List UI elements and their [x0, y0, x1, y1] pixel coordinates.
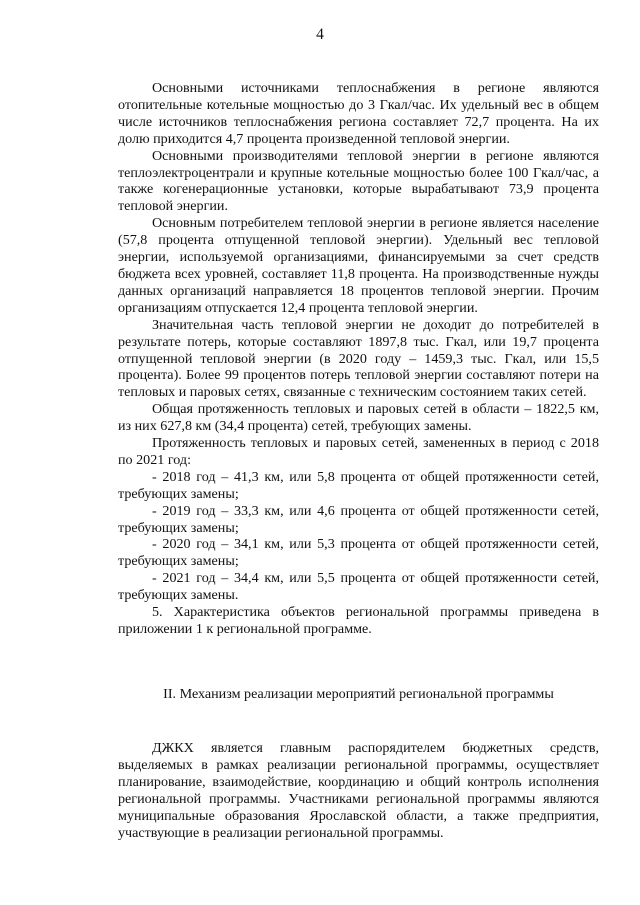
- list-item-2020: - 2020 год – 34,1 км, или 5,3 процента от общей протяженности сетей, требующих замены;: [118, 536, 599, 570]
- paragraph-heat-losses: Значительная часть тепловой энергии не доходит до потребителей в результате потерь, которые составляют 1897,8 тыс. Гкал, или 19,7 процента отпущенной тепловой энергии (в 2020 году – 1459,3 тыс. Гкал, или 15,5 процента). Более 99 процентов потерь тепловой энергии составляют потери на тепловых и паровых сетях, связанные с техническим состоянием таких сетей.: [118, 316, 599, 401]
- body-text: [118, 80, 599, 638]
- paragraph-heat-consumers: Основным потребителем тепловой энергии в регионе является население (57,8 процента отпущенной тепловой энергии). Удельный вес тепловой энергии, используемой организациями, финансируемыми за счет средств бюджета всех уровней, составляет 11,8 процента. На производственные нужды данных организаций направляется 18 процентов тепловой энергии. Прочим организациям отпускается 12,4 процента тепловой энергии.: [118, 215, 599, 316]
- list-item-2019: - 2019 год – 33,3 км, или 4,6 процента от общей протяженности сетей, требующих замены;: [118, 502, 599, 536]
- paragraph-heat-sources: Основными источниками теплоснабжения в регионе являются отопительные котельные мощностью до 3 Гкал/час. Их удельный вес в общем числе источников теплоснабжения региона составляет 72,7 процента. На их долю приходится 4,7 процента произведенной тепловой энергии.: [118, 80, 599, 147]
- paragraph-network-length: Общая протяженность тепловых и паровых сетей в области – 1822,5 км, из них 627,8 км (34,4 процента) сетей, требующих замены.: [118, 401, 599, 435]
- section-heading: II. Механизм реализации мероприятий региональной программы: [163, 686, 554, 702]
- paragraph-mechanism: ДЖКХ является главным распорядителем бюджетных средств, выделяемых в рамках реализации региональной программы, осуществляет планирование, взаимодействие, координацию и общий контроль исполнения региональной программы. Участниками региональной программы являются муниципальные образования Ярославской области, а также предприятия, участвующие в реализации региональной программы.: [118, 740, 599, 841]
- section-text: [118, 740, 599, 841]
- list-item-2018: - 2018 год – 41,3 км, или 5,8 процента от общей протяженности сетей, требующих замены;: [118, 468, 599, 502]
- paragraph-replaced-networks: Протяженность тепловых и паровых сетей, замененных в период с 2018 по 2021 год:: [118, 435, 599, 468]
- paragraph-objects-reference: 5. Характеристика объектов региональной программы приведена в приложении 1 к региональной программе.: [118, 604, 599, 637]
- page-number: 4: [316, 26, 324, 43]
- paragraph-heat-producers: Основными производителями тепловой энергии в регионе являются теплоэлектроцентрали и крупные котельные мощностью более 100 Гкал/час, а также когенерационные установки, которые вырабатывают 73,9 процента тепловой энергии.: [118, 147, 599, 215]
- list-item-2021: - 2021 год – 34,4 км, или 5,5 процента от общей протяженности сетей, требующих замены.: [118, 570, 599, 604]
